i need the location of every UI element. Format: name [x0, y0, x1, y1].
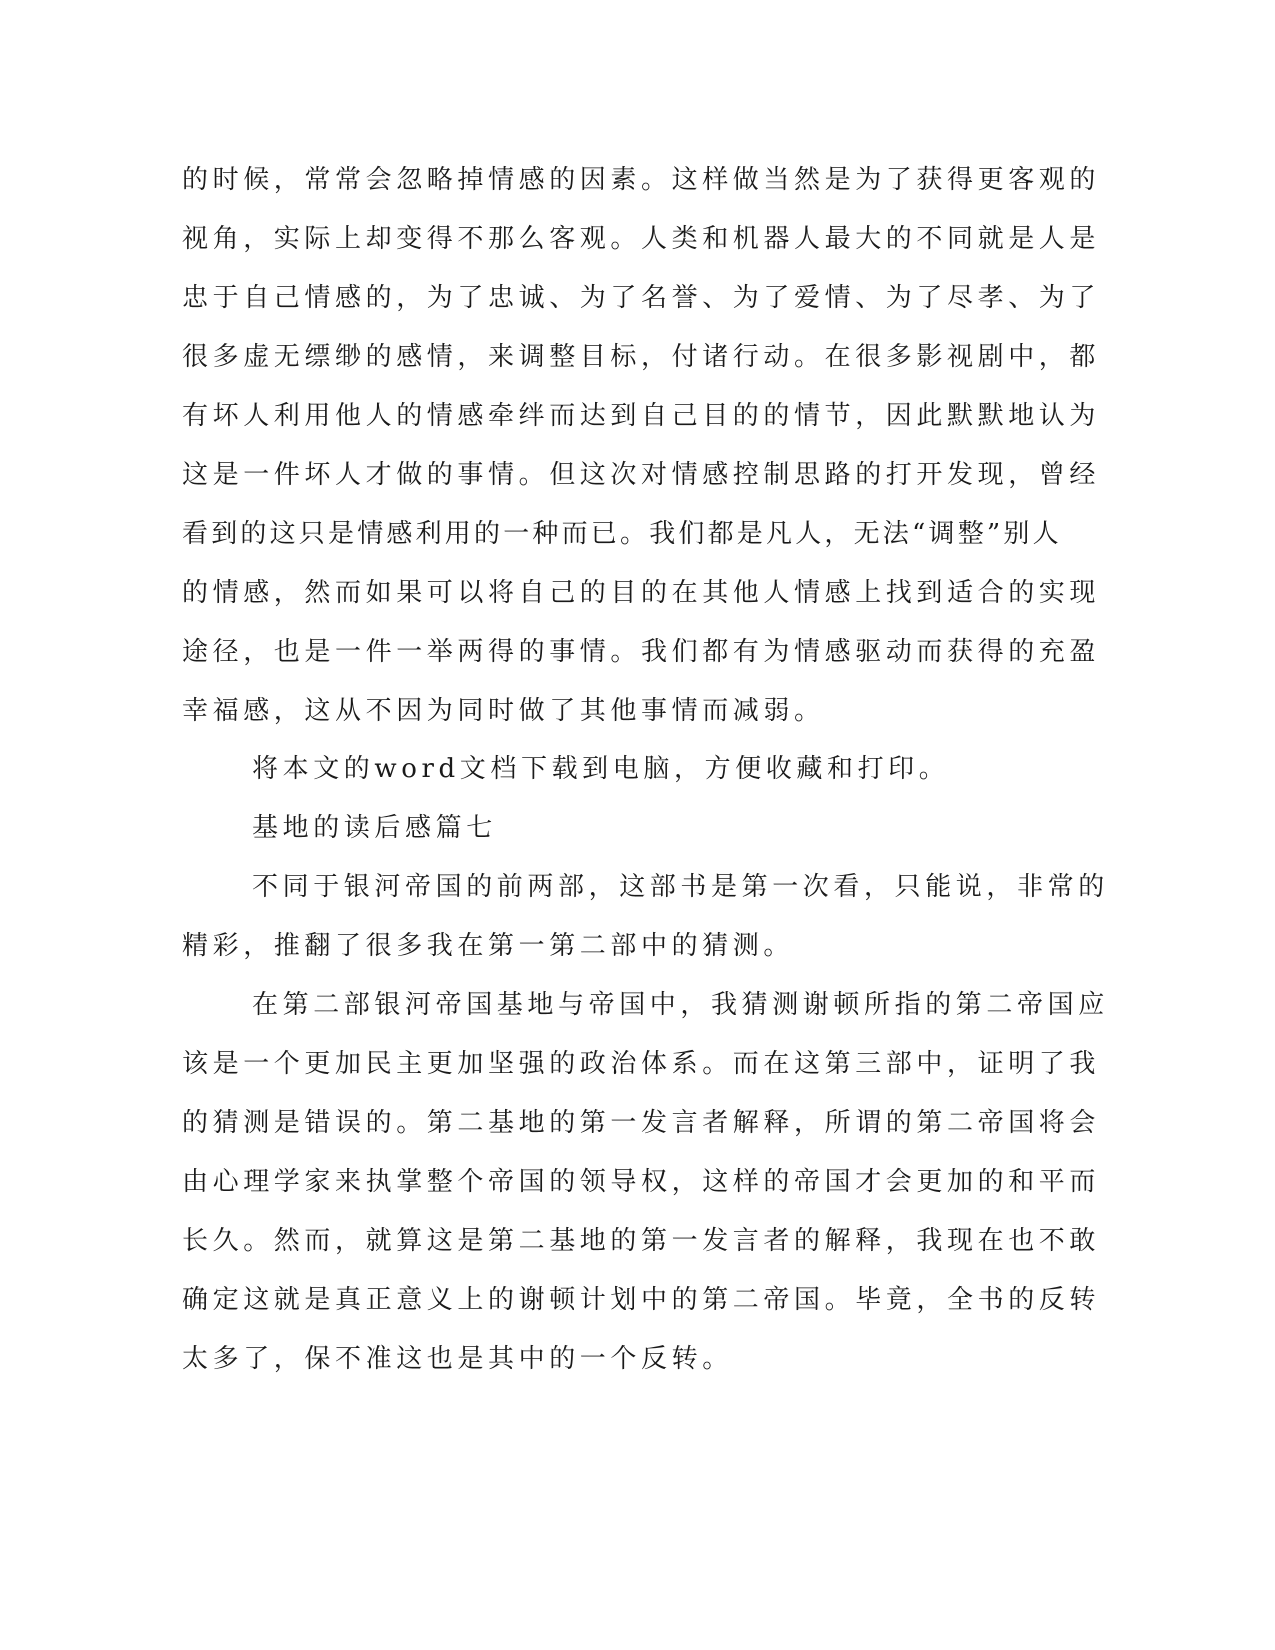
paragraph-line: 由心理学家来执掌整个帝国的领导权，这样的帝国才会更加的和平而: [182, 1167, 1101, 1197]
paragraph-line: 在第二部银河帝国基地与帝国中，我猜测谢顿所指的第二帝国应: [252, 990, 1109, 1020]
paragraph-line: 太多了，保不准这也是其中的一个反转。: [182, 1344, 733, 1374]
paragraph-line: 这是一件坏人才做的事情。但这次对情感控制思路的打开发现，曾经: [182, 460, 1101, 490]
paragraph-line: 不同于银河帝国的前两部，这部书是第一次看，只能说，非常的: [252, 872, 1109, 902]
section-heading: 基地的读后感篇七: [252, 813, 497, 843]
paragraph-line: 忠于自己情感的，为了忠诚、为了名誉、为了爱情、为了尽孝、为了: [182, 283, 1101, 313]
paragraph-line: 长久。然而，就算这是第二基地的第一发言者的解释，我现在也不敢: [182, 1226, 1101, 1256]
paragraph-line: 的情感，然而如果可以将自己的目的在其他人情感上找到适合的实现: [182, 578, 1101, 608]
paragraph-line: 很多虚无缥缈的感情，来调整目标，付诸行动。在很多影视剧中，都: [182, 342, 1101, 372]
paragraph-line: 精彩，推翻了很多我在第一第二部中的猜测。: [182, 931, 795, 961]
paragraph-line: 看到的这只是情感利用的一种而已。我们都是凡人，无法“调整”别人: [182, 519, 1062, 549]
paragraph-line: 视角，实际上却变得不那么客观。人类和机器人最大的不同就是人是: [182, 224, 1101, 254]
paragraph-line: 途径，也是一件一举两得的事情。我们都有为情感驱动而获得的充盈: [182, 637, 1101, 667]
paragraph-line: 的猜测是错误的。第二基地的第一发言者解释，所谓的第二帝国将会: [182, 1108, 1101, 1138]
download-note: 将本文的word文档下载到电脑，方便收藏和打印。: [252, 754, 950, 784]
paragraph-line: 有坏人利用他人的情感牵绊而达到自己目的的情节，因此默默地认为: [182, 401, 1101, 431]
paragraph-line: 确定这就是真正意义上的谢顿计划中的第二帝国。毕竟，全书的反转: [182, 1285, 1101, 1315]
paragraph-line: 的时候，常常会忽略掉情感的因素。这样做当然是为了获得更客观的: [182, 165, 1101, 195]
paragraph-line: 幸福感，这从不因为同时做了其他事情而减弱。: [182, 696, 825, 726]
paragraph-line: 该是一个更加民主更加坚强的政治体系。而在这第三部中，证明了我: [182, 1049, 1101, 1079]
